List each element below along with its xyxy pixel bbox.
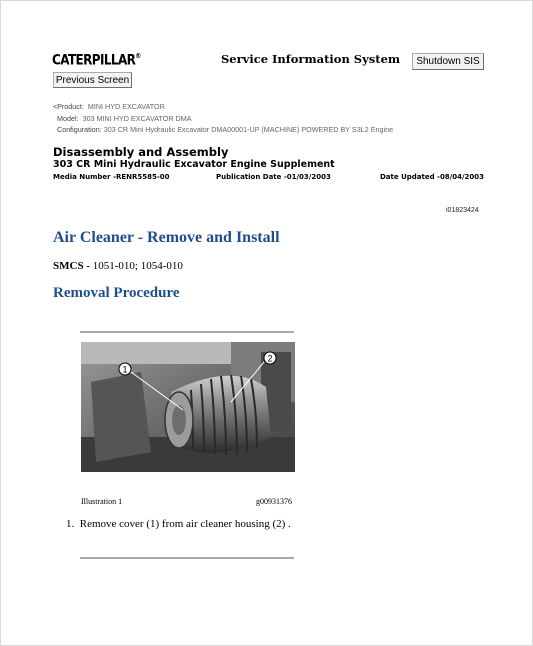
- date-updated: Date Updated -08/04/2003: [380, 173, 485, 181]
- procedure-heading: Air Cleaner - Remove and Install: [53, 229, 280, 246]
- caterpillar-logo: CATERPILLAR®: [52, 52, 141, 69]
- page-title: Service Information System: [221, 52, 401, 66]
- step-item: 1. Remove cover (1) from air cleaner housing (2) .: [66, 518, 291, 530]
- illustration-caption: Illustration 1: [81, 497, 123, 506]
- document-id: i01823424: [446, 207, 479, 214]
- divider-bottom: [80, 557, 294, 559]
- callout-2: 2: [267, 353, 273, 364]
- model-line: Model: 303 MINI HYD EXCAVATOR DMA: [57, 114, 192, 123]
- illustration-id: g00931376: [256, 497, 292, 506]
- product-line: <Product: MINI HYD EXCAVATOR: [53, 102, 165, 111]
- callout-1: 1: [122, 364, 128, 375]
- media-number: Media Number -RENR5585-00: [53, 173, 170, 181]
- publication-date: Publication Date -01/03/2003: [216, 173, 331, 181]
- smcs-codes: SMCS - 1051-010; 1054-010: [53, 260, 183, 272]
- back-arrow-icon[interactable]: <: [53, 104, 58, 111]
- divider-top: [80, 331, 294, 333]
- document-title: Disassembly and Assembly: [53, 145, 229, 159]
- configuration-line: Configuration: 303 CR Mini Hydraulic Excavator DMA00001-UP (MACHINE) POWERED BY S3L2 Engine: [57, 125, 394, 134]
- section-heading: Removal Procedure: [53, 285, 180, 301]
- document-subtitle: 303 CR Mini Hydraulic Excavator Engine Supplement: [53, 159, 335, 170]
- illustration-photo: [81, 342, 295, 472]
- previous-screen-button[interactable]: Previous Screen: [53, 72, 132, 88]
- shutdown-sis-button[interactable]: Shutdown SIS: [412, 53, 484, 70]
